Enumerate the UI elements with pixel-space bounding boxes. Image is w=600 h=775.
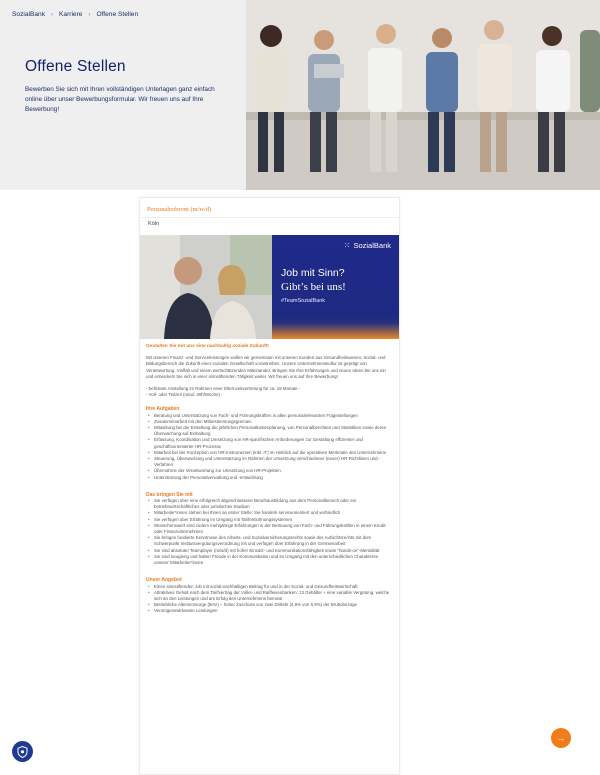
banner-photo [140,235,272,339]
team-photo-illustration [246,0,600,190]
hero [0,0,600,190]
job-location: Köln [148,221,160,227]
job-description [146,344,393,626]
list-item: • Mitarbeiter*innen stehen bei Ihnen an erster Stelle: Sie handeln serviceorientiert und verbindlich [154,510,393,516]
chevron-right-icon: › [88,11,91,18]
list-item: • Einen sinnstiftenden Job mit sozial-nachhaltigen Beitrag für und in der Sozial- und Gesundheitswirtschaft [154,584,393,590]
term-text: - befristete Anstellung im Rahmen einer Elternzeitvertretung für ca. 18 Monate - [146,386,301,392]
profile-heading: Das bringen Sie mit [146,491,193,498]
profile-list [146,498,393,566]
sozialbank-logo-icon: ⁙ [343,240,351,250]
banner-message-panel [272,235,399,339]
list-item: • Wünschenswert sind zudem mehrjährige Erfahrungen in der Betreuung von Fach- und Führungskräften in einem Kredit- oder Finanzunternehmen [154,523,393,535]
list-item: • Erfassung, Koordination und Umsetzung von HR-spezifischen Anforderungen zur Gestaltung effizienter und geschäftsorientierter HR-Prozesse [154,437,393,449]
list-item: • Unterstützung der Personalverwaltung und -entwicklung [154,475,393,481]
list-item: • Sie sind neugierig und haben Freude in der Kommunikation und im Umgang mit den unterschiedlichen Charakteren unserer Mitarbeiter*innen [154,554,393,566]
list-item: • Sie verfügen über Erfahrung im Umgang mit Tarifentlohnungssystemen [154,517,393,523]
page-title: Offene Stellen [25,58,126,75]
arrow-up-icon: → [556,733,566,743]
breadcrumb-karriere[interactable]: Karriere [59,11,83,18]
job-card [139,197,400,775]
hero-text-panel [0,0,246,190]
list-item: • Zusammenarbeit mit den Mitbestimmungsgremien [154,419,393,425]
hero-team-photo [246,0,600,190]
shield-icon [17,746,28,758]
chevron-right-icon: › [51,11,53,18]
tasks-heading: Ihre Aufgaben [146,406,180,413]
list-item: • Steuerung, Überwachung und Unterstützung im Rahmen der Umsetzung verschiedener (neuer) HR-Richtlinien und -Verfahren [154,456,393,468]
breadcrumb-home[interactable]: SozialBank [12,11,45,18]
banner-brand [344,241,391,250]
banner-photo-illustration [140,235,272,339]
privacy-settings-button[interactable] [12,741,33,762]
scroll-to-top-button[interactable] [551,728,571,748]
tasks-list [146,413,393,481]
hero-description: Bewerben Sie sich mit Ihren vollständigen Unterlagen ganz einfach online über unser Bewerbungsformular. Wir freuen uns auf Ihre Bewerbung! [25,86,215,114]
list-item: • Übernahme der Verantwortung zur Umsetzung von HR-Projekten [154,468,393,474]
divider [140,217,399,218]
worktime-text: - Voll- oder Teilzeit (mind. 30h/Woche) - [146,392,223,398]
list-item: • Attraktives Gehalt nach dem Tarifvertrag der Volks- und Raiffeisenbanken: 13 Gehälter + eine variable Vergütung, welche sich an den Leistungen und am Erfolg des Unternehmens bemisst [154,590,393,602]
list-item: • Betriebliche Altersvorsorge (BAV) – hoher Zuschuss von zwei Dritteln (4,6% von 6,9%) der Bruttobezüge [154,602,393,608]
banner-headline-2: Gibt’s bei uns! [281,281,346,293]
list-item: • Beratung und Unterstützung von Fach- und Führungskräften in allen personalrelevanten Fragestellungen [154,413,393,419]
list-item: • Mitarbeit bei der Konzeption von HR-Instrumenten (inkl. IT) im Hinblick auf die operativen Merkmale des Unternehmens [154,450,393,456]
banner-hashtag: #TeamSozialBank [281,298,326,304]
breadcrumb-current: Offene Stellen [96,11,139,18]
recruiting-banner [140,235,399,339]
intro-text: Mit unseren Finanz- und Serviceleistungen wollen wir gemeinsam mit unseren Kunden aus Gesundheitswesen, Sozial- und Bildungsbereich die Zukunft einer sozialen Gesellschaft vorantreiben. Unsere Unternehmenskultur ist geprägt von Verantwortung, Vielfalt und einem wertschätzenden Miteinander. Bringen Sie Ihre Erfahrungen und neuen Ideen bei uns ein und entwickeln Sie sich in einer sinnstiftenden Tätigkeit weiter. Wir freuen uns auf Ihre Bewerbung! [146,355,386,379]
breadcrumb [12,11,138,18]
lead-text: Gestalten Sie mit uns eine nachhaltig soziale Zukunft! [146,344,269,349]
list-item: • Mitwirkung bei der Erstellung der jährlichen Personalkostenplanung, von Personalberichten und Statistiken sowie deren Überwachung auf Einhaltung [154,425,393,437]
job-title: Personalreferent (m/w/d) [147,206,212,213]
list-item: • Vermögenswirksame Leistungen [154,608,393,614]
offer-heading: Unser Angebot [146,577,182,584]
list-item: • Sie verfügen über eine erfolgreich abgeschlossene Berufsausbildung aus dem Personalbereich oder ein betriebswirtschaftliches oder juristisches Studium [154,498,393,510]
offer-list [146,584,393,615]
banner-brand-label: SozialBank [353,241,391,250]
list-item: • Sie sind absoluter Teamplayer (m/w/d) mit hoher Einsatz- und Kommunikationsfähigkeit sowie "hands-on"-Mentalität [154,548,393,554]
banner-headline-1: Job mit Sinn? [281,267,345,279]
list-item: • Sie bringen fundierte Kenntnisse des Arbeits- und Sozialversicherungsrechts sowie des Aufsichtsrechts mit dem Schwerpunkt Institutsvergütungsverordnung mit und verfügen über Erfahrung in der Gremienarbeit [154,535,393,547]
